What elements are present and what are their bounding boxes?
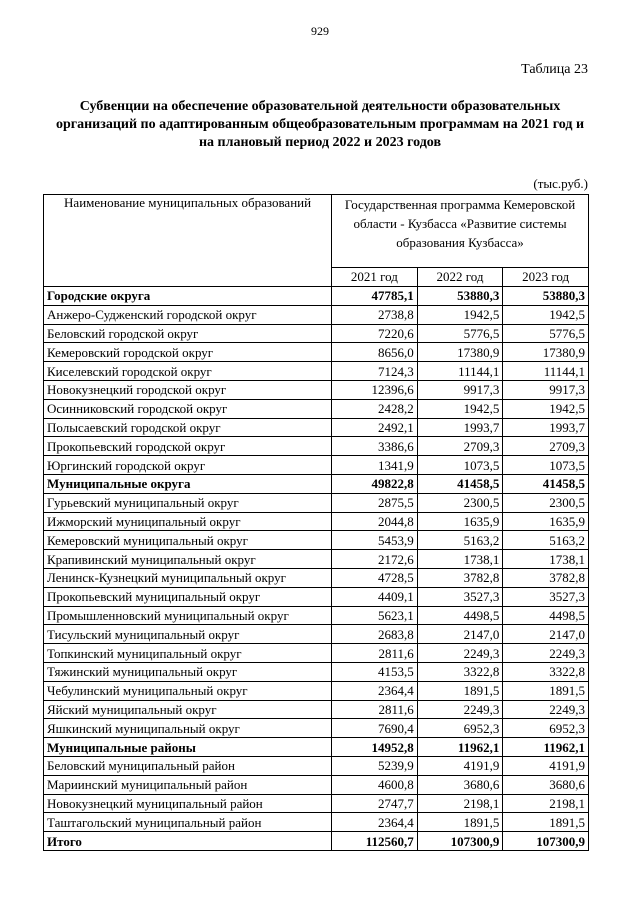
cell-value-2023: 2249,3 [503, 644, 589, 663]
cell-municipality-name: Таштагольский муниципальный район [44, 813, 332, 832]
cell-value-2021: 12396,6 [332, 380, 418, 399]
cell-value-2022: 5776,5 [417, 324, 503, 343]
cell-value-2023: 3322,8 [503, 662, 589, 681]
cell-value-2022: 1738,1 [417, 550, 503, 569]
title-line: на плановый период 2022 и 2023 годов [198, 135, 442, 150]
table-row-subtotal [44, 832, 589, 851]
table-body [44, 287, 589, 851]
table-row [44, 644, 589, 663]
cell-value-2023: 107300,9 [503, 832, 589, 851]
cell-value-2022: 41458,5 [417, 474, 503, 493]
cell-value-2022: 2249,3 [417, 644, 503, 663]
cell-value-2022: 5163,2 [417, 531, 503, 550]
cell-value-2023: 1942,5 [503, 399, 589, 418]
title-line: Субвенции на обеспечение образовательной деятельности образовательных [79, 99, 561, 114]
column-header-2023: 2023 год [503, 268, 589, 287]
cell-value-2021: 7124,3 [332, 362, 418, 381]
cell-value-2023: 1891,5 [503, 813, 589, 832]
column-header-program [332, 195, 589, 268]
cell-value-2023: 11962,1 [503, 738, 589, 757]
cell-value-2023: 17380,9 [503, 343, 589, 362]
table-row-subtotal [44, 287, 589, 306]
table-row [44, 756, 589, 775]
cell-value-2021: 2747,7 [332, 794, 418, 813]
cell-value-2023: 2198,1 [503, 794, 589, 813]
cell-value-2021: 1341,9 [332, 456, 418, 475]
cell-value-2022: 107300,9 [417, 832, 503, 851]
cell-municipality-name: Прокопьевский городской округ [44, 437, 332, 456]
cell-municipality-name: Муниципальные округа [44, 474, 332, 493]
table-row [44, 775, 589, 794]
cell-value-2022: 2300,5 [417, 493, 503, 512]
cell-municipality-name: Беловский муниципальный район [44, 756, 332, 775]
table-row [44, 418, 589, 437]
table-row [44, 380, 589, 399]
table-row [44, 587, 589, 606]
cell-value-2022: 2249,3 [417, 700, 503, 719]
cell-value-2021: 2492,1 [332, 418, 418, 437]
cell-municipality-name: Прокопьевский муниципальный округ [44, 587, 332, 606]
table-row [44, 456, 589, 475]
cell-value-2021: 2364,4 [332, 813, 418, 832]
cell-municipality-name: Полысаевский городской округ [44, 418, 332, 437]
cell-value-2023: 1891,5 [503, 681, 589, 700]
table-row [44, 662, 589, 681]
table-title [40, 98, 600, 152]
table-row [44, 813, 589, 832]
cell-value-2021: 5453,9 [332, 531, 418, 550]
cell-value-2023: 1073,5 [503, 456, 589, 475]
cell-municipality-name: Новокузнецкий городской округ [44, 380, 332, 399]
units-label: (тыс.руб.) [533, 176, 588, 191]
cell-value-2021: 2811,6 [332, 700, 418, 719]
cell-municipality-name: Осинниковский городской округ [44, 399, 332, 418]
cell-value-2022: 11144,1 [417, 362, 503, 381]
cell-value-2022: 3527,3 [417, 587, 503, 606]
cell-value-2023: 3680,6 [503, 775, 589, 794]
cell-municipality-name: Яйский муниципальный округ [44, 700, 332, 719]
table-row [44, 625, 589, 644]
cell-value-2021: 14952,8 [332, 738, 418, 757]
cell-value-2021: 2428,2 [332, 399, 418, 418]
cell-value-2023: 9917,3 [503, 380, 589, 399]
cell-value-2021: 2875,5 [332, 493, 418, 512]
cell-value-2023: 41458,5 [503, 474, 589, 493]
table-row [44, 550, 589, 569]
cell-value-2021: 112560,7 [332, 832, 418, 851]
program-line: Государственная программа Кемеровской [344, 197, 576, 212]
table-row [44, 512, 589, 531]
cell-value-2022: 4191,9 [417, 756, 503, 775]
cell-value-2022: 17380,9 [417, 343, 503, 362]
cell-value-2023: 6952,3 [503, 719, 589, 738]
cell-value-2021: 47785,1 [332, 287, 418, 306]
table-row [44, 399, 589, 418]
cell-value-2021: 7690,4 [332, 719, 418, 738]
cell-value-2022: 6952,3 [417, 719, 503, 738]
cell-value-2021: 2738,8 [332, 305, 418, 324]
cell-value-2021: 2172,6 [332, 550, 418, 569]
table-row [44, 531, 589, 550]
cell-value-2023: 1942,5 [503, 305, 589, 324]
cell-municipality-name: Топкинский муниципальный округ [44, 644, 332, 663]
cell-value-2022: 4498,5 [417, 606, 503, 625]
cell-value-2021: 2044,8 [332, 512, 418, 531]
cell-municipality-name: Яшкинский муниципальный округ [44, 719, 332, 738]
cell-municipality-name: Кемеровский муниципальный округ [44, 531, 332, 550]
cell-municipality-name: Кемеровский городской округ [44, 343, 332, 362]
cell-value-2021: 3386,6 [332, 437, 418, 456]
cell-municipality-name: Ижморский муниципальный округ [44, 512, 332, 531]
subsidy-table [43, 194, 589, 851]
cell-value-2023: 2709,3 [503, 437, 589, 456]
cell-value-2023: 4191,9 [503, 756, 589, 775]
cell-value-2021: 7220,6 [332, 324, 418, 343]
column-header-2022: 2022 год [417, 268, 503, 287]
cell-value-2022: 1942,5 [417, 399, 503, 418]
cell-value-2023: 1993,7 [503, 418, 589, 437]
table-row [44, 606, 589, 625]
cell-municipality-name: Гурьевский муниципальный округ [44, 493, 332, 512]
cell-value-2023: 53880,3 [503, 287, 589, 306]
title-line: организаций по адаптированным общеобразовательным программам на 2021 год и [55, 117, 585, 132]
cell-value-2023: 1738,1 [503, 550, 589, 569]
column-header-name: Наименование муниципальных образований [44, 195, 332, 287]
cell-value-2022: 3680,6 [417, 775, 503, 794]
cell-municipality-name: Мариинский муниципальный район [44, 775, 332, 794]
cell-municipality-name: Беловский городской округ [44, 324, 332, 343]
cell-value-2021: 5239,9 [332, 756, 418, 775]
cell-value-2022: 9917,3 [417, 380, 503, 399]
cell-municipality-name: Муниципальные районы [44, 738, 332, 757]
cell-value-2023: 1635,9 [503, 512, 589, 531]
cell-municipality-name: Новокузнецкий муниципальный район [44, 794, 332, 813]
cell-value-2022: 2147,0 [417, 625, 503, 644]
cell-value-2021: 49822,8 [332, 474, 418, 493]
cell-value-2023: 5776,5 [503, 324, 589, 343]
cell-value-2023: 3527,3 [503, 587, 589, 606]
cell-value-2021: 2683,8 [332, 625, 418, 644]
cell-municipality-name: Киселевский городской округ [44, 362, 332, 381]
cell-value-2023: 11144,1 [503, 362, 589, 381]
cell-municipality-name: Промышленновский муниципальный округ [44, 606, 332, 625]
table-row [44, 305, 589, 324]
table-row [44, 362, 589, 381]
table-row [44, 700, 589, 719]
table-row [44, 324, 589, 343]
table-label: Таблица 23 [521, 62, 588, 77]
cell-value-2022: 2709,3 [417, 437, 503, 456]
cell-municipality-name: Тяжинский муниципальный округ [44, 662, 332, 681]
cell-value-2022: 1942,5 [417, 305, 503, 324]
table-row [44, 719, 589, 738]
cell-municipality-name: Тисульский муниципальный округ [44, 625, 332, 644]
table-row [44, 681, 589, 700]
cell-value-2022: 1073,5 [417, 456, 503, 475]
cell-value-2021: 2364,4 [332, 681, 418, 700]
cell-value-2021: 5623,1 [332, 606, 418, 625]
cell-value-2021: 4409,1 [332, 587, 418, 606]
cell-value-2022: 1891,5 [417, 681, 503, 700]
cell-value-2022: 3782,8 [417, 568, 503, 587]
cell-municipality-name: Крапивинский муниципальный округ [44, 550, 332, 569]
cell-value-2021: 4728,5 [332, 568, 418, 587]
cell-value-2022: 1993,7 [417, 418, 503, 437]
table-row-subtotal [44, 474, 589, 493]
cell-value-2021: 2811,6 [332, 644, 418, 663]
cell-value-2022: 1635,9 [417, 512, 503, 531]
cell-value-2021: 4153,5 [332, 662, 418, 681]
cell-value-2023: 5163,2 [503, 531, 589, 550]
column-header-2021: 2021 год [332, 268, 418, 287]
table-row [44, 568, 589, 587]
cell-value-2021: 4600,8 [332, 775, 418, 794]
cell-municipality-name: Итого [44, 832, 332, 851]
table-row [44, 437, 589, 456]
cell-value-2022: 2198,1 [417, 794, 503, 813]
cell-municipality-name: Ленинск-Кузнецкий муниципальный округ [44, 568, 332, 587]
table-row-subtotal [44, 738, 589, 757]
cell-value-2023: 3782,8 [503, 568, 589, 587]
cell-value-2023: 4498,5 [503, 606, 589, 625]
cell-municipality-name: Анжеро-Судженский городской округ [44, 305, 332, 324]
cell-value-2022: 11962,1 [417, 738, 503, 757]
cell-value-2023: 2249,3 [503, 700, 589, 719]
table-row [44, 794, 589, 813]
cell-municipality-name: Юргинский городской округ [44, 456, 332, 475]
cell-value-2022: 1891,5 [417, 813, 503, 832]
cell-value-2023: 2147,0 [503, 625, 589, 644]
cell-municipality-name: Чебулинский муниципальный округ [44, 681, 332, 700]
page-number: 929 [311, 24, 329, 38]
table-row [44, 493, 589, 512]
cell-value-2022: 53880,3 [417, 287, 503, 306]
cell-value-2023: 2300,5 [503, 493, 589, 512]
program-line: образования Кузбасса» [396, 235, 524, 250]
cell-value-2021: 8656,0 [332, 343, 418, 362]
program-line: области - Кузбасса «Развитие системы [353, 216, 567, 231]
cell-value-2022: 3322,8 [417, 662, 503, 681]
table-row [44, 343, 589, 362]
cell-municipality-name: Городские округа [44, 287, 332, 306]
